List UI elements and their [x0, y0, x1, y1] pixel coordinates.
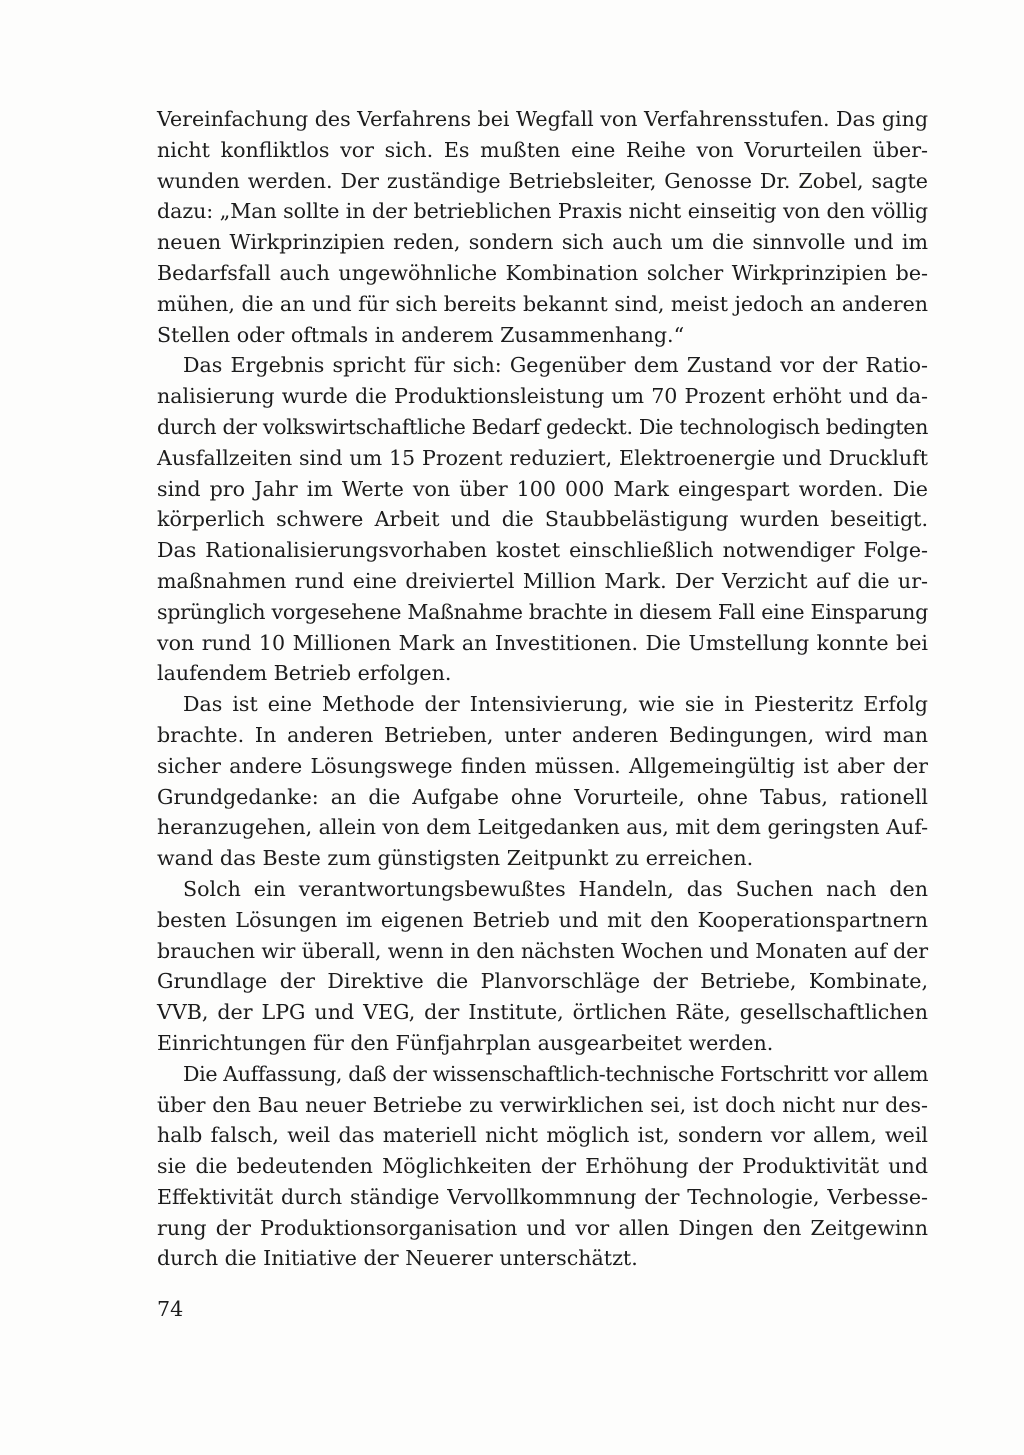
text-line: von rund 10 Millionen Mark an Investitionen. Die Umstellung konnte bei: [157, 630, 928, 655]
text-line: wand das Beste zum günstigsten Zeitpunkt zu erreichen.: [157, 846, 754, 871]
text-line: nalisierung wurde die Produktionsleistung um 70 Prozent erhöht und da-: [157, 384, 928, 409]
text-line: dazu: „Man sollte in der betrieblichen Praxis nicht einseitig von den völlig: [157, 199, 928, 224]
text-line: über den Bau neuer Betriebe zu verwirklichen sei, ist doch nicht nur des-: [157, 1092, 928, 1117]
text-line: Einrichtungen für den Fünfjahrplan ausgearbeitet werden.: [157, 1030, 774, 1055]
text-line: heranzugehen, allein von dem Leitgedanken aus, mit dem geringsten Auf-: [157, 815, 928, 840]
text-line: VVB, der LPG und VEG, der Institute, örtlichen Räte, gesellschaftlichen: [157, 1000, 928, 1025]
text-line: Das Rationalisierungsvorhaben kostet einschließlich notwendiger Folge-: [157, 538, 928, 563]
text-line: sprünglich vorgesehene Maßnahme brachte in diesem Fall eine Einsparung: [157, 599, 928, 624]
text-line: körperlich schwere Arbeit und die Staubbelästigung wurden beseitigt.: [157, 507, 928, 532]
text-line: nicht konfliktlos vor sich. Es mußten eine Reihe von Vorurteilen über-: [157, 137, 928, 162]
text-line: wunden werden. Der zuständige Betriebsleiter, Genosse Dr. Zobel, sagte: [157, 168, 928, 193]
text-line: Solch ein verantwortungsbewußtes Handeln, das Suchen nach den: [183, 876, 928, 901]
text-line: durch der volkswirtschaftliche Bedarf gedeckt. Die technologisch bedingten: [157, 414, 928, 439]
text-line: brauchen wir überall, wenn in den nächsten Wochen und Monaten auf der: [157, 938, 928, 963]
text-line: Grundgedanke: an die Aufgabe ohne Vorurteile, ohne Tabus, rationell: [157, 784, 928, 809]
text-line: Bedarfsfall auch ungewöhnliche Kombination solcher Wirkprinzipien be-: [157, 260, 928, 285]
text-line: Stellen oder oftmals in anderem Zusammenhang.“: [157, 322, 685, 347]
text-line: durch die Initiative der Neuerer unterschätzt.: [157, 1246, 638, 1271]
text-line: Vereinfachung des Verfahrens bei Wegfall von Verfahrensstufen. Das ging: [157, 107, 928, 131]
text-line: besten Lösungen im eigenen Betrieb und mit den Kooperationspartnern: [157, 907, 928, 932]
text-line: Ausfallzeiten sind um 15 Prozent reduziert, Elektroenergie und Druckluft: [157, 445, 928, 470]
text-line: sind pro Jahr im Werte von über 100 000 Mark eingespart worden. Die: [157, 476, 928, 501]
body-text: [157, 104, 928, 1274]
text-line: mühen, die an und für sich bereits bekannt sind, meist jedoch an anderen: [157, 291, 928, 316]
text-line: laufendem Betrieb erfolgen.: [157, 661, 452, 686]
text-line: Das Ergebnis spricht für sich: Gegenüber dem Zustand vor der Ratio-: [183, 353, 928, 378]
text-line: Die Auffassung, daß der wissenschaftlich-technische Fortschritt vor allem: [183, 1061, 929, 1086]
text-line: Effektivität durch ständige Vervollkommnung der Technologie, Verbesse-: [157, 1184, 928, 1209]
text-line: neuen Wirkprinzipien reden, sondern sich auch um die sinnvolle und im: [157, 230, 928, 255]
text-line: Das ist eine Methode der Intensivierung, wie sie in Piesteritz Erfolg: [183, 692, 928, 717]
text-line: Grundlage der Direktive die Planvorschläge der Betriebe, Kombinate,: [157, 969, 928, 994]
text-line: sicher andere Lösungswege finden müssen. Allgemeingültig ist aber der: [157, 753, 928, 778]
text-line: sie die bedeutenden Möglichkeiten der Erhöhung der Produktivität und: [157, 1154, 928, 1179]
page-number: 74: [157, 1297, 184, 1321]
text-line: halb falsch, weil das materiell nicht möglich ist, sondern vor allem, weil: [157, 1123, 928, 1148]
text-line: brachte. In anderen Betrieben, unter anderen Bedingungen, wird man: [157, 722, 928, 747]
text-line: maßnahmen rund eine dreiviertel Million Mark. Der Verzicht auf die ur-: [157, 568, 928, 593]
text-line: rung der Produktionsorganisation und vor allen Dingen den Zeitgewinn: [157, 1215, 928, 1240]
